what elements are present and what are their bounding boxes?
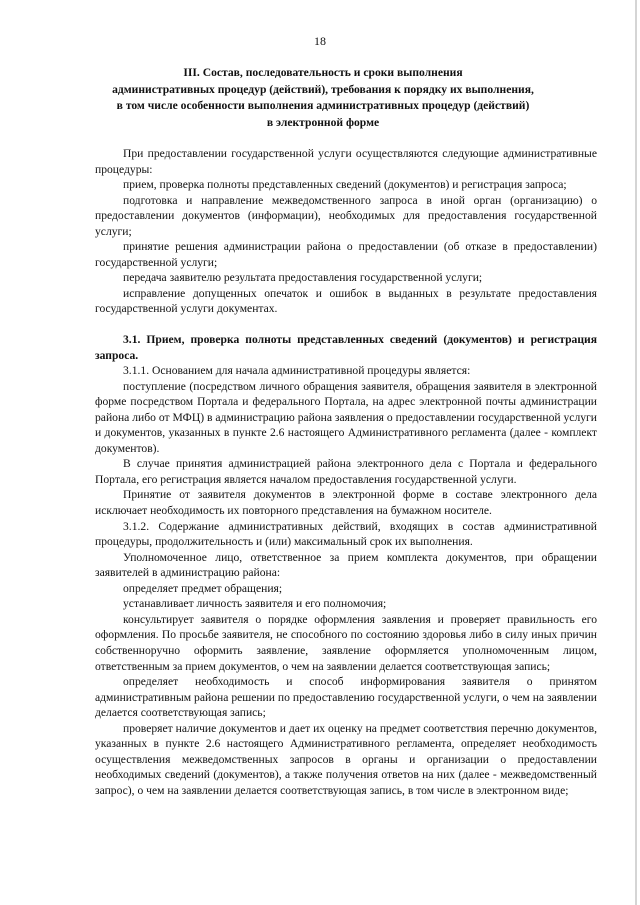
page-number: 18: [314, 34, 326, 48]
subsection-heading: 3.1. Прием, проверка полноты представленных сведений (документов) и регистрация запроса.: [95, 333, 597, 362]
paragraph: поступление (посредством личного обращения заявителя, обращения заявителя в электронной форме посредством Портала и федерального Портала, на адрес электронной почты администрации района либо от МФЦ) в администрацию района заявления о предоставлении государственной услуги и документов, указанных в пункте 2.6 настоящего Административного регламента (далее - комплект документов).: [95, 379, 597, 455]
document-body: [95, 146, 597, 798]
paragraph: определяет необходимость и способ информирования заявителя о принятом административным района решении по предоставлению государственной услуги, о чем на заявлении делается соответствующая запись;: [95, 675, 597, 720]
paragraph: принятие решения администрации района о предоставлении (об отказе в предоставлении) государственной услуги;: [95, 240, 597, 269]
heading-line: в том числе особенности выполнения административных процедур (действий): [116, 99, 530, 112]
page-edge: [635, 0, 637, 905]
heading-line: III. Состав, последовательность и сроки выполнения: [183, 66, 463, 79]
paragraph: устанавливает личность заявителя и его полномочия;: [123, 597, 387, 611]
paragraph: 3.1.1. Основанием для начала административной процедуры является:: [123, 364, 471, 378]
paragraph: Уполномоченное лицо, ответственное за прием комплекта документов, при обращении заявителей в администрацию района:: [95, 550, 597, 580]
heading-line: в электронной форме: [266, 115, 380, 129]
paragraph: Принятие от заявителя документов в электронной форме в составе электронного дела исключает необходимость их повторного представления на бумажном носителе.: [95, 488, 597, 518]
paragraph: проверяет наличие документов и дает их оценку на предмет соответствия перечню документов, указанных в пункте 2.6 настоящего Административного регламента, определяет необходимость осуществления межведомственных запросов в органы и организации о предоставлении необходимых сведений (документов), а также получения ответов на них (далее - межведомственный запрос), о чем на заявлении делается соответствующая запись, в том числе в электронном виде;: [95, 721, 597, 797]
paragraph: исправление допущенных опечаток и ошибок в выданных в результате предоставления государственной услуги документах.: [95, 286, 597, 316]
heading-line: административных процедур (действий), требования к порядку их выполнения,: [112, 82, 534, 96]
paragraph: консультирует заявителя о порядке оформления заявления и проверяет правильность его оформления. По просьбе заявителя, не способного по состоянию здоровья либо в силу иных причин собственноручно оформить заявление, заявление оформляется уполномоченным лицом, ответственным за прием документов, о чем на заявлении делается соответствующая запись;: [95, 612, 597, 673]
section-heading: [110, 65, 536, 131]
paragraph: подготовка и направление межведомственного запроса в иной орган (организацию) о предоставлении документов (информации), необходимых для предоставления государственной услуги;: [95, 193, 597, 238]
paragraph: прием, проверка полноты представленных сведений (документов) и регистрация запроса;: [123, 178, 567, 192]
paragraph: В случае принятия администрацией района электронного дела с Портала и федерального Портала, его регистрация является началом предоставления государственной услуги.: [95, 457, 597, 486]
paragraph: определяет предмет обращения;: [123, 581, 283, 595]
paragraph: передача заявителю результата предоставления государственной услуги;: [123, 271, 483, 285]
paragraph: 3.1.2. Содержание административных действий, входящих в состав административной процедуры, продолжительность и (или) максимальный срок их выполнения.: [95, 519, 597, 549]
paragraph: При предоставлении государственной услуги осуществляются следующие административные процедуры:: [95, 147, 597, 176]
